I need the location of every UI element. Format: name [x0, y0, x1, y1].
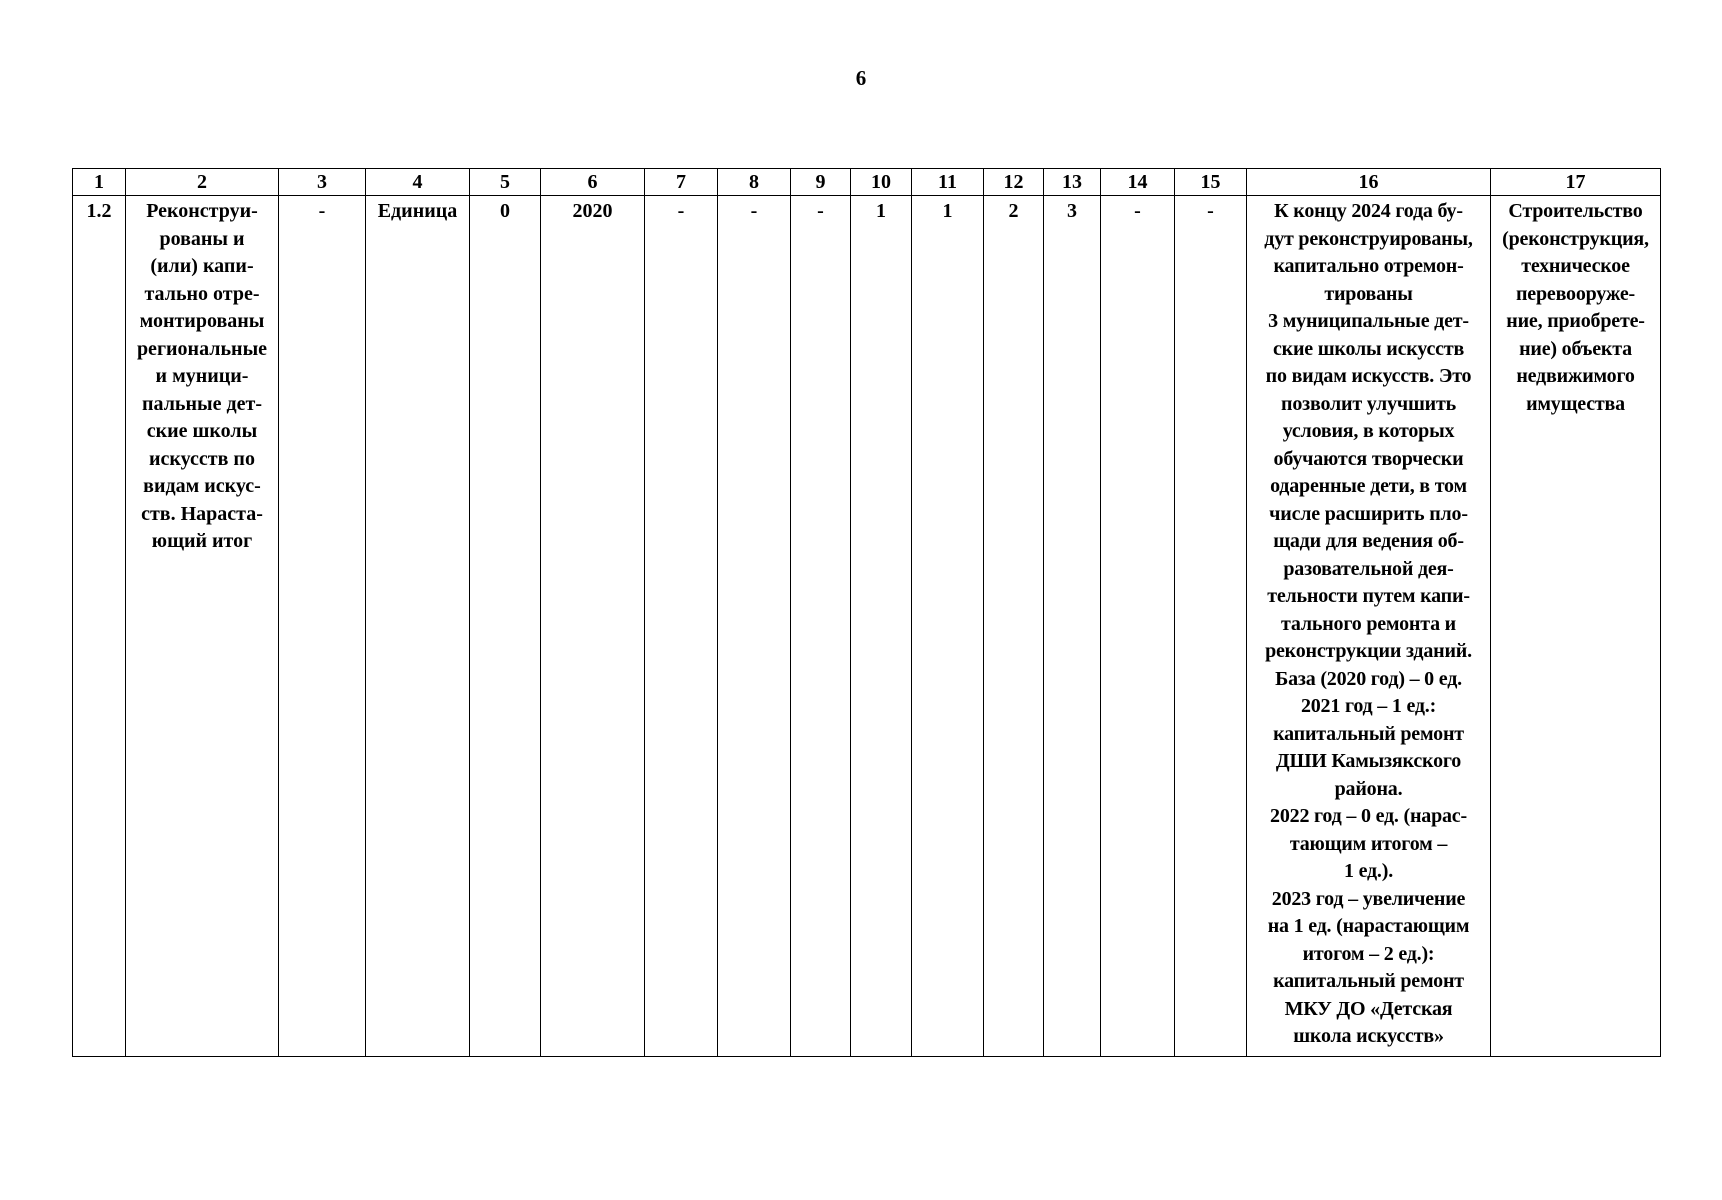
column-header-4: 4 [366, 169, 470, 196]
column-header-15: 15 [1175, 169, 1247, 196]
column-header-1: 1 [73, 169, 126, 196]
column-number-row [73, 169, 1661, 196]
column-header-5: 5 [470, 169, 541, 196]
cell-col-10: 1 [851, 196, 912, 1057]
base-value-cell: 0 [470, 196, 541, 1057]
cell-col-3: - [279, 196, 366, 1057]
cell-col-7: - [645, 196, 718, 1057]
cell-col-15: - [1175, 196, 1247, 1057]
cell-col-12: 2 [984, 196, 1044, 1057]
column-header-6: 6 [541, 169, 645, 196]
investment-type-cell: Строительство (реконструкция, техническое перевооруже- ние, приобрете- ние) объекта недвижимого имущества [1491, 196, 1661, 1057]
cell-col-11: 1 [912, 196, 984, 1057]
base-year-cell: 2020 [541, 196, 645, 1057]
column-header-17: 17 [1491, 169, 1661, 196]
cell-col-8: - [718, 196, 791, 1057]
cell-col-9: - [791, 196, 851, 1057]
column-header-16: 16 [1247, 169, 1491, 196]
column-header-14: 14 [1101, 169, 1175, 196]
cell-col-14: - [1101, 196, 1175, 1057]
table-row [73, 196, 1661, 1057]
page-number: 6 [855, 66, 867, 90]
cell-col-13: 3 [1044, 196, 1101, 1057]
column-header-12: 12 [984, 169, 1044, 196]
column-header-9: 9 [791, 169, 851, 196]
column-header-7: 7 [645, 169, 718, 196]
indicator-table [72, 168, 1661, 1057]
column-header-8: 8 [718, 169, 791, 196]
column-header-13: 13 [1044, 169, 1101, 196]
column-header-11: 11 [912, 169, 984, 196]
row-number-cell: 1.2 [73, 196, 126, 1057]
unit-cell: Единица [366, 196, 470, 1057]
description-cell: К концу 2024 года бу- дут реконструированы, капитально отремон- тированы 3 муниципальные дет- ские школы искусств по видам искусств. Это позволит улучшить условия, в которых обучаются творчески одаренные дети, в том числе расширить пло- щади для ведения об- разовательной дея- тельности путем капи- тального ремонта и реконструкции зданий. База (2020 год) – 0 ед. 2021 год – 1 ед.: капитальный ремонт ДШИ Камызякского района. 2022 год – 0 ед. (нарас- тающим итогом – 1 ед.). 2023 год – увеличение на 1 ед. (нарастающим итогом – 2 ед.): капитальный ремонт МКУ ДО «Детская школа искусств» [1247, 196, 1491, 1057]
column-header-10: 10 [851, 169, 912, 196]
indicator-name-cell: Реконструи- рованы и (или) капи- тально отре- монтированы региональные и муници- пальные дет- ские школы искусств по видам искус- ств. Нараста- ющий итог [126, 196, 279, 1057]
column-header-3: 3 [279, 169, 366, 196]
column-header-2: 2 [126, 169, 279, 196]
